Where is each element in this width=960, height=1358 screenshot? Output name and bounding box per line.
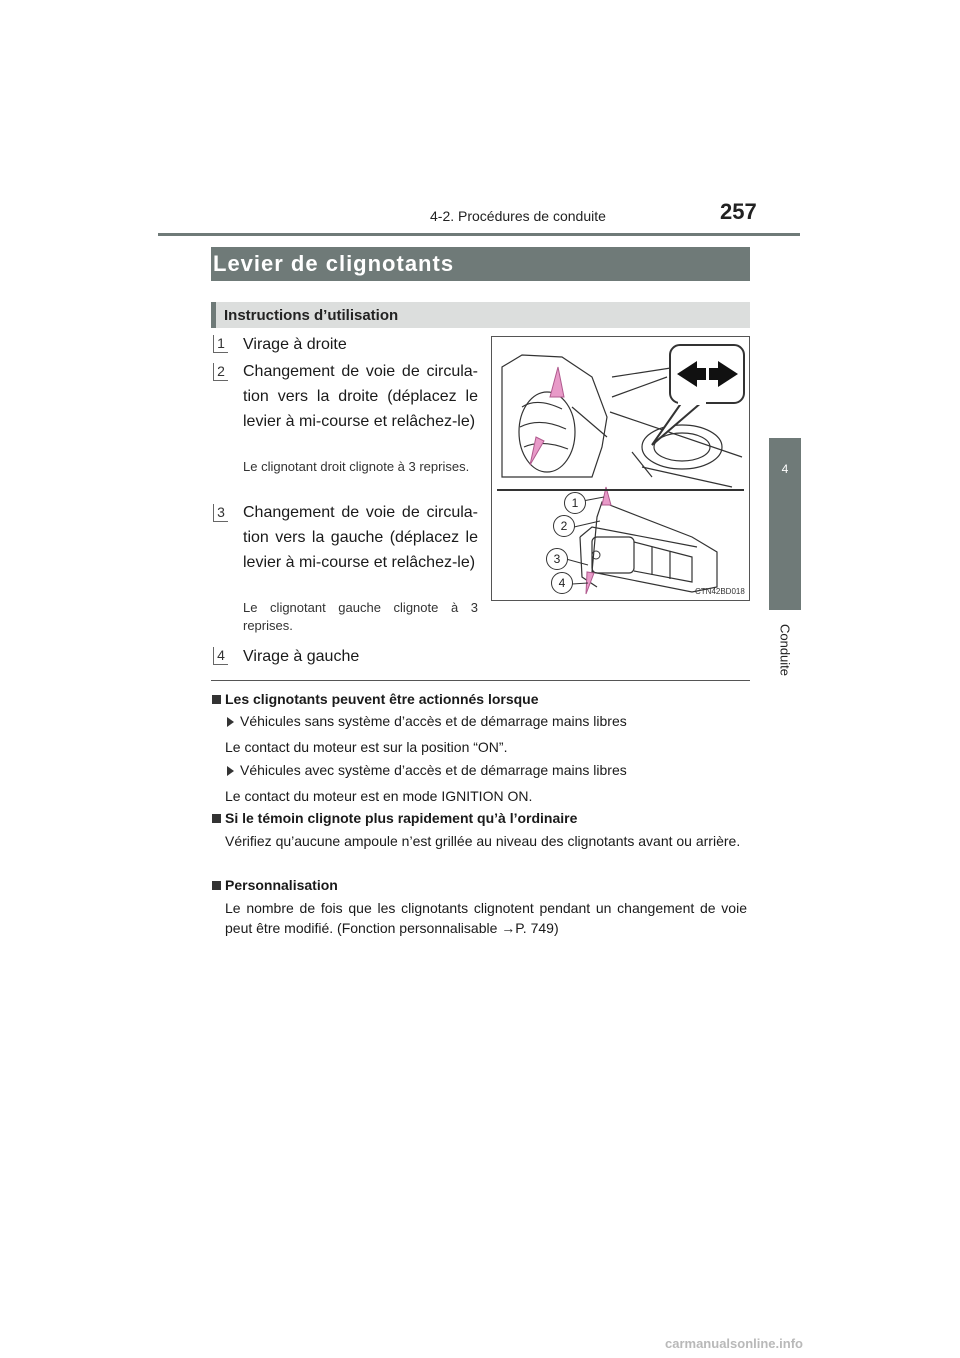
bullet-triangle-icon [227, 717, 234, 727]
page-title: Levier de clignotants [213, 251, 455, 276]
figure-divider [497, 489, 744, 491]
down-arrow-icon [530, 437, 544, 465]
turn-signal-lever-illustration [492, 337, 749, 600]
page-number: 257 [720, 199, 757, 224]
turn-indicator-bubble [652, 345, 744, 445]
watermark: carmanualsonline.info [665, 1336, 803, 1351]
item-number-1: 1 [213, 335, 228, 353]
note-heading-3: Personnalisation [225, 877, 338, 893]
item-number-4: 4 [213, 647, 228, 665]
chapter-number: 4 [781, 462, 789, 476]
illustration-frame [491, 336, 750, 601]
note-heading-1: Les clignotants peuvent être actionnés lorsque [225, 691, 539, 707]
header-rule [158, 233, 800, 236]
note-text-1a: Le contact du moteur est sur la position “ON”. [225, 739, 508, 755]
note-text-1b: Le contact du moteur est en mode IGNITION ON. [225, 788, 533, 804]
item-number-2: 2 [213, 363, 228, 381]
item-text-2: Changement de voie de circula-tion vers la droite (déplacez le levier à mi-course et relâchez-le) [243, 363, 478, 430]
item-note-2: Le clignotant droit clignote à 3 reprises. [243, 459, 470, 474]
item-text-3: Changement de voie de circula-tion vers la gauche (déplacez le levier à mi-course et relâchez-le) [243, 504, 478, 571]
figure-code: CTN42BD018 [695, 587, 745, 596]
chapter-label-wrap [766, 620, 804, 680]
note-heading-2: Si le témoin clignote plus rapidement qu’à l’ordinaire [225, 810, 578, 826]
note-square-icon [212, 814, 221, 823]
note-bullet-1: Véhicules sans système d’accès et de démarrage mains libres [240, 713, 627, 729]
note-text-2: Vérifiez qu’aucune ampoule n’est grillée au niveau des clignotants avant ou arrière. [225, 833, 741, 849]
bullet-triangle-icon [227, 766, 234, 776]
chapter-label: Conduite [777, 623, 793, 677]
callout-2: 2 [553, 515, 575, 537]
item-text-1: Virage à droite [243, 336, 347, 353]
callout-1: 1 [564, 492, 586, 514]
lever-closeup-drawing [580, 502, 717, 592]
callout-3: 3 [546, 548, 568, 570]
note-text-3: Le nombre de fois que les clignotants clignotent pendant un changement de voie peut être modifié. (Fonction personnalisable →P. 749) [225, 900, 747, 936]
up-arrow-icon [550, 367, 564, 397]
note-square-icon [212, 695, 221, 704]
note-square-icon [212, 881, 221, 890]
callout-4: 4 [551, 572, 573, 594]
subtitle: Instructions d’utilisation [224, 307, 399, 324]
item-note-3: Le clignotant gauche clignote à 3 reprises. [243, 600, 478, 633]
subtitle-accent [211, 302, 216, 328]
item-text-4: Virage à gauche [243, 648, 360, 665]
item-number-3: 3 [213, 504, 228, 522]
section-rule [211, 680, 750, 681]
header-section-title: 4-2. Procédures de conduite [430, 208, 606, 224]
note-bullet-2: Véhicules avec système d’accès et de démarrage mains libres [240, 762, 627, 778]
